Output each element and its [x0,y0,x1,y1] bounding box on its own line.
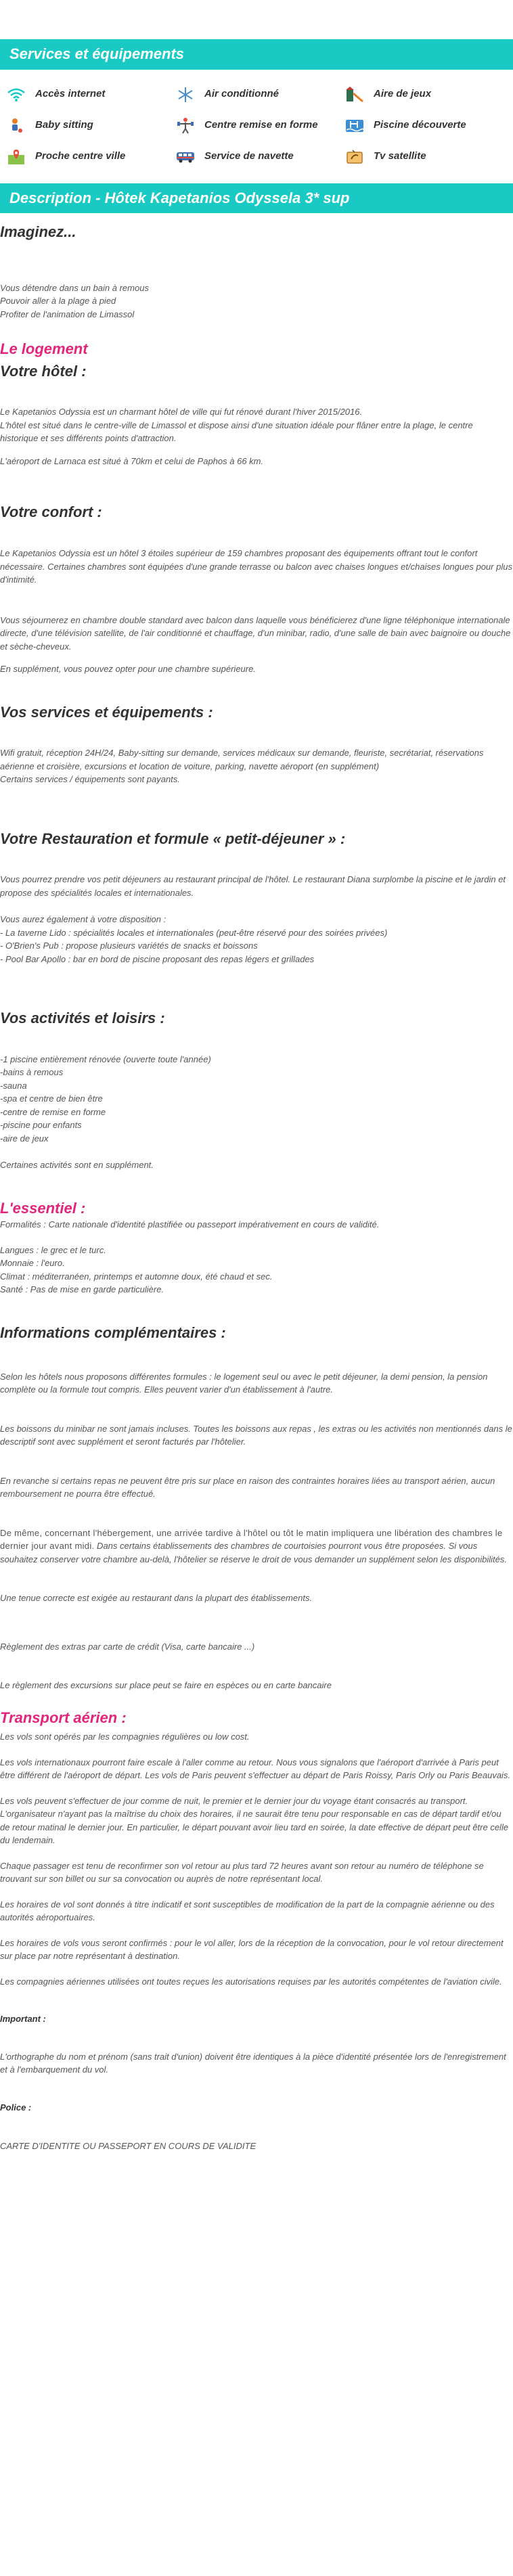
important-label: Important : [0,2014,46,2025]
transport-paragraph: Les vols sont opérés par les compagnies régulières ou low cost. [0,1732,250,1742]
list-item: - La taverne Lido : spécialités locales et internationales (peut-être réservé pour des soirées privées) [0,927,388,938]
activites-list [0,1053,513,1146]
activites-title: Vos activités et loisirs : [0,1010,165,1027]
service-label: Air conditionné [204,88,279,100]
list-item: -aire de jeux [0,1133,49,1144]
votre-hotel-title: Votre hôtel : [0,362,87,380]
confort-paragraph: Le Kapetanios Odyssia est un hôtel 3 étoiles supérieur de 159 chambres proposant des équipements offrant tout le confort nécessaire. Certaines chambres sont équipées d'une grande terrasse ou balcon avec chaises longues et/chaises longues pour plus d'intimité. [0,548,512,585]
imaginez-line: Pouvoir aller à la plage à pied [0,296,116,307]
service-label: Centre remise en forme [204,119,318,131]
list-item: -sauna [0,1080,27,1091]
transport-paragraph: Les vols peuvent s'effectuer de jour comme de nuit, le premier et le dernier jour du voyage étant consacrés au transport. L'organisateur n'ayant pas la maîtrise du choix des horaires, il ne saurait être tenu pour responsable en cas de départ tardif et/ou de retour matinal le dernier jour. En particulier, le départ pouvant avoir lieu tard en soirée, la date effective de départ peut être celle du lendemain. [0,1795,509,1846]
transport-paragraph: Les horaires de vols vous seront confirmés : pour le vol aller, lors de la réception de la convocation, pour le vol retour directement sur place par notre représentant à destination. [0,1937,504,1962]
activites-paragraph: Certaines activités sont en supplément. [0,1160,154,1171]
transport-paragraph: L'orthographe du nom et prénom (sans trait d'union) doivent être identiques à la pièce d'identité présentée lors de l'enregistrement et à l'embarquement du vol. [0,2051,506,2075]
infos-paragraph: Une tenue correcte est exigée au restaurant dans la plupart des établissements. [0,1593,313,1604]
list-item: -spa et centre de bien être [0,1093,103,1104]
service-item [175,86,344,104]
wifi-icon [5,86,27,104]
list-item: -piscine pour enfants [0,1120,82,1131]
logement-title: Le logement [0,340,88,358]
restauration-paragraph: Vous aurez également à votre disposition : [0,914,166,925]
vos-services-title: Vos services et équipements : [0,703,213,721]
transport-paragraph: Les compagnies aériennes utilisées ont toutes reçues les autorisations requises par les autorités compétentes de l'aviation civile. [0,1976,502,1987]
imaginez-title: Imaginez... [0,223,76,241]
climat-text: Climat : méditerranéen, printemps et automne doux, été chaud et sec. [0,1271,273,1282]
list-item: - Pool Bar Apollo : bar en bord de piscine proposant des repas légers et grillades [0,953,315,964]
service-label: Service de navette [204,150,294,162]
police-text: CARTE D'IDENTITE OU PASSEPORT EN COURS DE VALIDITE [0,2141,256,2152]
langues-text: Langues : le grec et le turc. [0,1244,106,1255]
infos-paragraph: Les boissons du minibar ne sont jamais incluses. Toutes les boissons aux repas , les extras ou les activités non mentionnés dans le descriptif sont avec supplément et seront facturés par l'hôtelier. [0,1423,512,1447]
baby-icon [5,117,27,135]
pool-icon [344,117,365,135]
infos-paragraph [0,1527,513,1566]
service-label: Baby sitting [35,119,93,131]
imaginez-line: Vous détendre dans un bain à remous [0,282,149,293]
restauration-paragraph: Vous pourrez prendre vos petit déjeuners au restaurant principal de l'hôtel. Le restaurant Diana surplombe la piscine et le jardin et propose des spécialités locales et internationales. [0,874,506,898]
transport-paragraph: Les horaires de vol sont donnés à titre indicatif et sont susceptibles de modification de la part de la compagnie aérienne ou des autorités aéroportuaires. [0,1899,495,1923]
service-item [175,117,344,135]
service-label: Tv satellite [374,150,426,162]
snowflake-icon [175,86,196,104]
list-item: - O'Brien's Pub : propose plusieurs variétés de snacks et boissons [0,941,258,951]
imaginez-line: Profiter de l'animation de Limassol [0,309,135,319]
hotel-paragraph: Le Kapetanios Odyssia est un charmant hôtel de ville qui fut rénové durant l'hiver 2015/2016. [0,407,363,417]
formalites-text: Formalités : Carte nationale d'identité plastifiée ou passeport impérativement en cours de validité. [0,1219,380,1230]
votre-confort-title: Votre confort : [0,503,102,521]
satellite-tv-icon [344,148,365,166]
hotel-paragraph: L'hôtel est situé dans le centre-ville de Limassol et dispose ainsi d'une situation idéale pour flâner entre la plage, le centre historique et ses différents points d'attraction. [0,420,473,444]
confort-paragraph: En supplément, vous pouvez opter pour une chambre supérieure. [0,664,256,675]
sante-text: Santé : Pas de mise en garde particulière. [0,1284,164,1295]
essentiel-title: L'essentiel : [0,1199,86,1217]
service-label: Aire de jeux [374,88,432,100]
map-pin-icon [5,148,27,166]
monnaie-text: Monnaie : l'euro. [0,1258,65,1269]
infos-courtesy-rooms: Dans certains établissements des chambres de courtoisies pourront vous être proposées. Si vous souhaitez conserver votre chambre au-delà, l'hôtelier se réserve le droit de vous demander un supplément selon les disponibilités. [0,1541,507,1564]
infos-paragraph: Selon les hôtels nous proposons différentes formules : le logement seul ou avec le petit déjeuner, la demi pension, la pension complète ou la formule tout compris. Elles peuvent varier d'un établissement à l'autre. [0,1371,488,1395]
service-item [175,148,344,166]
transport-paragraph: Les vols internationaux pourront faire escale à l'aller comme au retour. Nous vous signalons que l'aéroport d'arrivée à Paris peut être différent de l'aéroport de départ. Les vols de Paris peuvent s'effectuer au départ de Paris Roissy, Paris Orly ou Paris Beauvais. [0,1757,511,1781]
transport-paragraph: Chaque passager est tenu de reconfirmer son vol retour au plus tard 72 heures avant son retour au numéro de téléphone se trouvant sur son billet ou sur sa convocation ou auprès de notre représentant local. [0,1860,484,1884]
infos-paragraph: Le règlement des excursions sur place peut se faire en espèces ou en carte bancaire [0,1680,332,1691]
services-paragraph: Certains services / équipements sont payants. [0,774,180,785]
service-item [5,148,175,166]
shuttle-icon [175,148,196,166]
transport-title: Transport aérien : [0,1709,127,1726]
infos-paragraph: En revanche si certains repas ne peuvent être pris sur place en raison des contraintes horaires liées au transport aérien, aucun remboursement ne pourra être effectué. [0,1475,495,1499]
description-content [0,223,513,2152]
service-label: Accès internet [35,88,106,100]
services-paragraph: Wifi gratuit, réception 24H/24, Baby-sitting sur demande, services médicaux sur demande, fleuriste, secrétariat, réservations aérienne et croisière, excursions et location de voiture, parking, navette aéroport (en supplément) [0,748,484,771]
police-label: Police : [0,2102,32,2112]
list-item: -bains à remous [0,1067,64,1078]
service-label: Piscine découverte [374,119,466,131]
infos-paragraph: Règlement des extras par carte de crédit (Visa, carte bancaire ...) [0,1641,255,1652]
service-item [5,86,175,104]
description-banner: Description - Hôtek Kapetanios Odyssela 3* sup [0,183,513,214]
service-item [344,148,513,166]
infos-title: Informations complémentaires : [0,1324,226,1341]
services-grid [0,70,513,183]
list-item: -1 piscine entièrement rénovée (ouverte toute l'année) [0,1054,211,1064]
services-banner: Services et équipements [0,39,513,70]
service-label: Proche centre ville [35,150,126,162]
playground-icon [344,86,365,104]
service-item [5,117,175,135]
infos-late-arrival: De même, concernant l'hébergement, une arrivée tardive à l'hôtel ou tôt le matin impliquera une libération des chambres le dernier jour avant midi. [0,1527,503,1552]
restaurants-list [0,926,513,966]
service-item [344,117,513,135]
list-item: -centre de remise en forme [0,1106,106,1117]
restauration-title: Votre Restauration et formule « petit-déjeuner » : [0,830,346,847]
confort-paragraph: Vous séjournerez en chambre double standard avec balcon dans laquelle vous bénéficierez d'une ligne téléphonique internationale directe, d'une télévision satellite, de l'air conditionné et chauffage, d'un minibar, radio, d'une salle de bain avec baignoire ou douche et sèche-cheveux. [0,614,511,652]
service-item [344,86,513,104]
dumbbell-icon [175,117,196,135]
hotel-paragraph: L'aéroport de Larnaca est situé à 70km et celui de Paphos à 66 km. [0,455,264,466]
